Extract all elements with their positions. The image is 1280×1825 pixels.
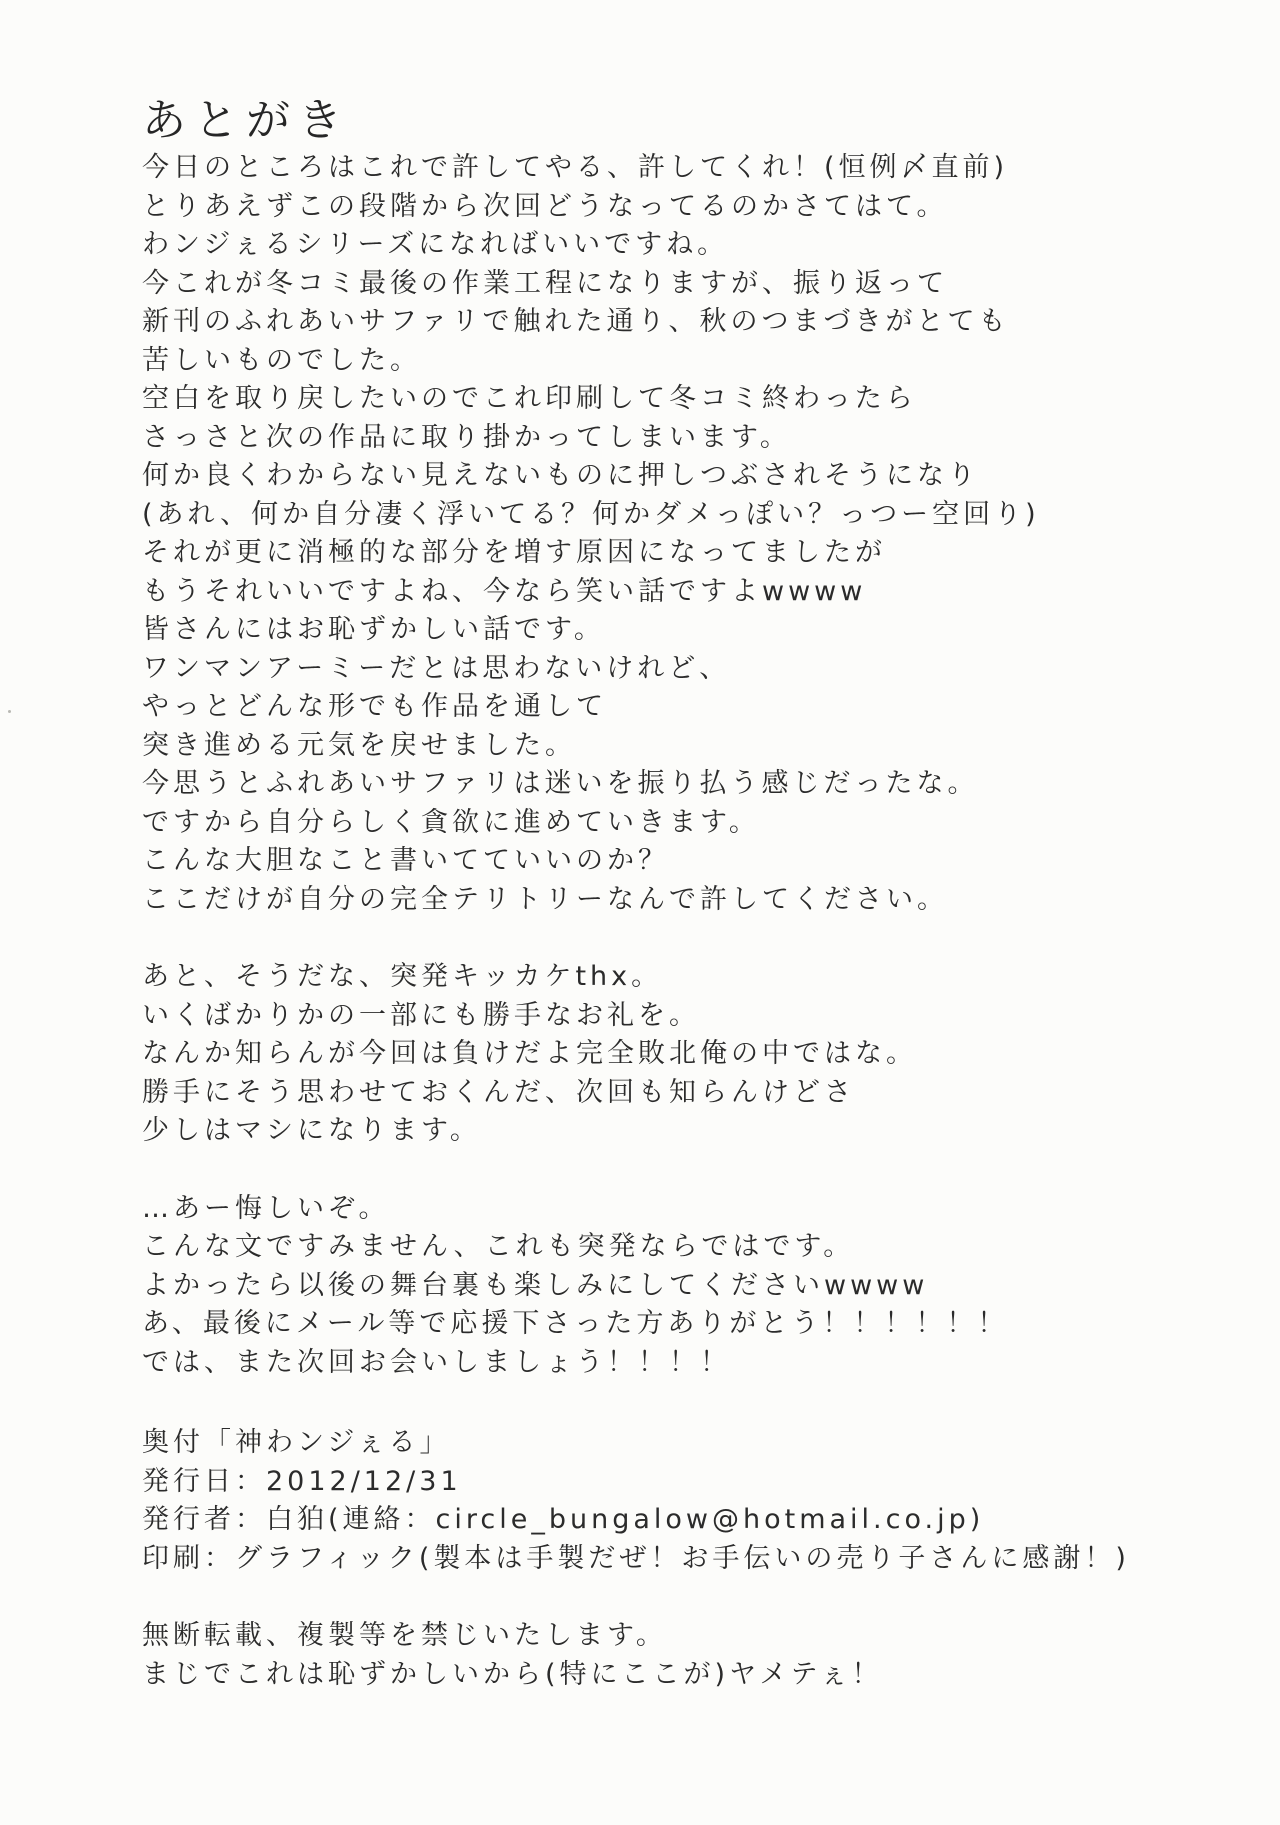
notice-line: まじでこれは恥ずかしいから(特にここが)ヤメテぇ！ [142, 1658, 883, 1690]
text-line: では、また次回お会いしましょう！！！！ [142, 1346, 731, 1378]
colophon-printing: 印刷：グラフィック(製本は手製だぜ！お手伝いの売り子さんに感謝！) [142, 1542, 1130, 1574]
text-line: 突き進める元気を戻せました。 [142, 729, 576, 761]
text-line: こんな大胆なこと書いてていいのか？ [142, 845, 669, 876]
text-line: もうそれいいですよね、今なら笑い話ですよwwww [142, 575, 867, 607]
colophon-title: 奥付「神わンジぇる」 [142, 1427, 451, 1458]
text-line: 勝手にそう思わせておくんだ、次回も知らんけどさ [142, 1076, 855, 1108]
paragraph-spacer [142, 1382, 1122, 1424]
text-line: (あれ、何か自分凄く浮いてる？何かダメっぽい？っつー空回り) [142, 498, 1040, 530]
text-line: 今これが冬コミ最後の作業工程になりますが、振り返って [142, 267, 948, 299]
text-line: よかったら以後の舞台裏も楽しみにしてくださいwwww [142, 1269, 929, 1301]
text-line: とりあえずこの段階から次回どうなってるのかさてはて。 [142, 190, 948, 222]
paragraph-spacer [142, 1578, 1122, 1617]
copyright-notice [142, 1617, 1122, 1694]
text-line: ここだけが自分の完全テリトリーなんで許してください。 [142, 883, 948, 915]
text-line: 今思うとふれあいサファリは迷いを振り払う感じだったな。 [142, 768, 979, 799]
notice-line: 無断転載、複製等を禁じいたします。 [142, 1620, 667, 1651]
colophon [142, 1424, 1130, 1578]
text-line: ワンマンアーミーだとは思わないけれど、 [142, 652, 731, 684]
text-line: 空白を取り戻したいのでこれ印刷して冬コミ終わったら [142, 383, 917, 414]
text-line: 皆さんにはお恥ずかしい話です。 [142, 614, 605, 645]
text-line: 今日のところはこれで許してやる、許してくれ！(恒例〆直前) [142, 152, 1009, 183]
text-line: あ、最後にメール等で応援下さった方ありがとう！！！！！！ [142, 1308, 1009, 1339]
text-line: なんか知らんが今回は負けだよ完全敗北俺の中ではな。 [142, 1038, 917, 1069]
scan-speck [8, 710, 11, 713]
afterword-paragraph-3 [142, 1190, 1122, 1383]
text-line: あと、そうだな、突発キッカケthx。 [142, 961, 663, 992]
text-line: 何か良くわからない見えないものに押しつぶされそうになり [142, 460, 979, 491]
text-line: いくばかりかの一部にも勝手なお礼を。 [142, 999, 700, 1031]
text-line: …あー悔しいぞ。 [142, 1192, 390, 1224]
afterword-title: あとがき [142, 95, 350, 146]
paragraph-spacer [142, 1151, 1122, 1190]
text-line: さっさと次の作品に取り掛かってしまいます。 [142, 421, 791, 453]
text-line: こんな文ですみません、これも突発ならではです。 [142, 1231, 855, 1262]
colophon-issue-date: 発行日：2012/12/31 [142, 1465, 462, 1497]
text-line: 少しはマシになります。 [142, 1115, 481, 1146]
text-line: やっとどんな形でも作品を通して [142, 691, 607, 722]
text-line: 新刊のふれあいサファリで触れた通り、秋のつまづきがとても [142, 306, 1010, 337]
text-line: 苦しいものでした。 [142, 344, 421, 376]
colophon-publisher: 発行者：白狛(連絡：circle_bungalow@hotmail.co.jp) [142, 1504, 985, 1535]
text-line: ですから自分らしく貪欲に進めていきます。 [142, 806, 760, 838]
text-line: わンジぇるシリーズになればいいですね。 [142, 229, 729, 260]
afterword-text-block [142, 95, 1130, 1694]
paragraph-spacer [142, 919, 1122, 958]
afterword-paragraph-1 [142, 149, 1122, 919]
text-line: それが更に消極的な部分を増す原因になってましたが [142, 537, 886, 568]
afterword-paragraph-2 [142, 958, 1122, 1151]
